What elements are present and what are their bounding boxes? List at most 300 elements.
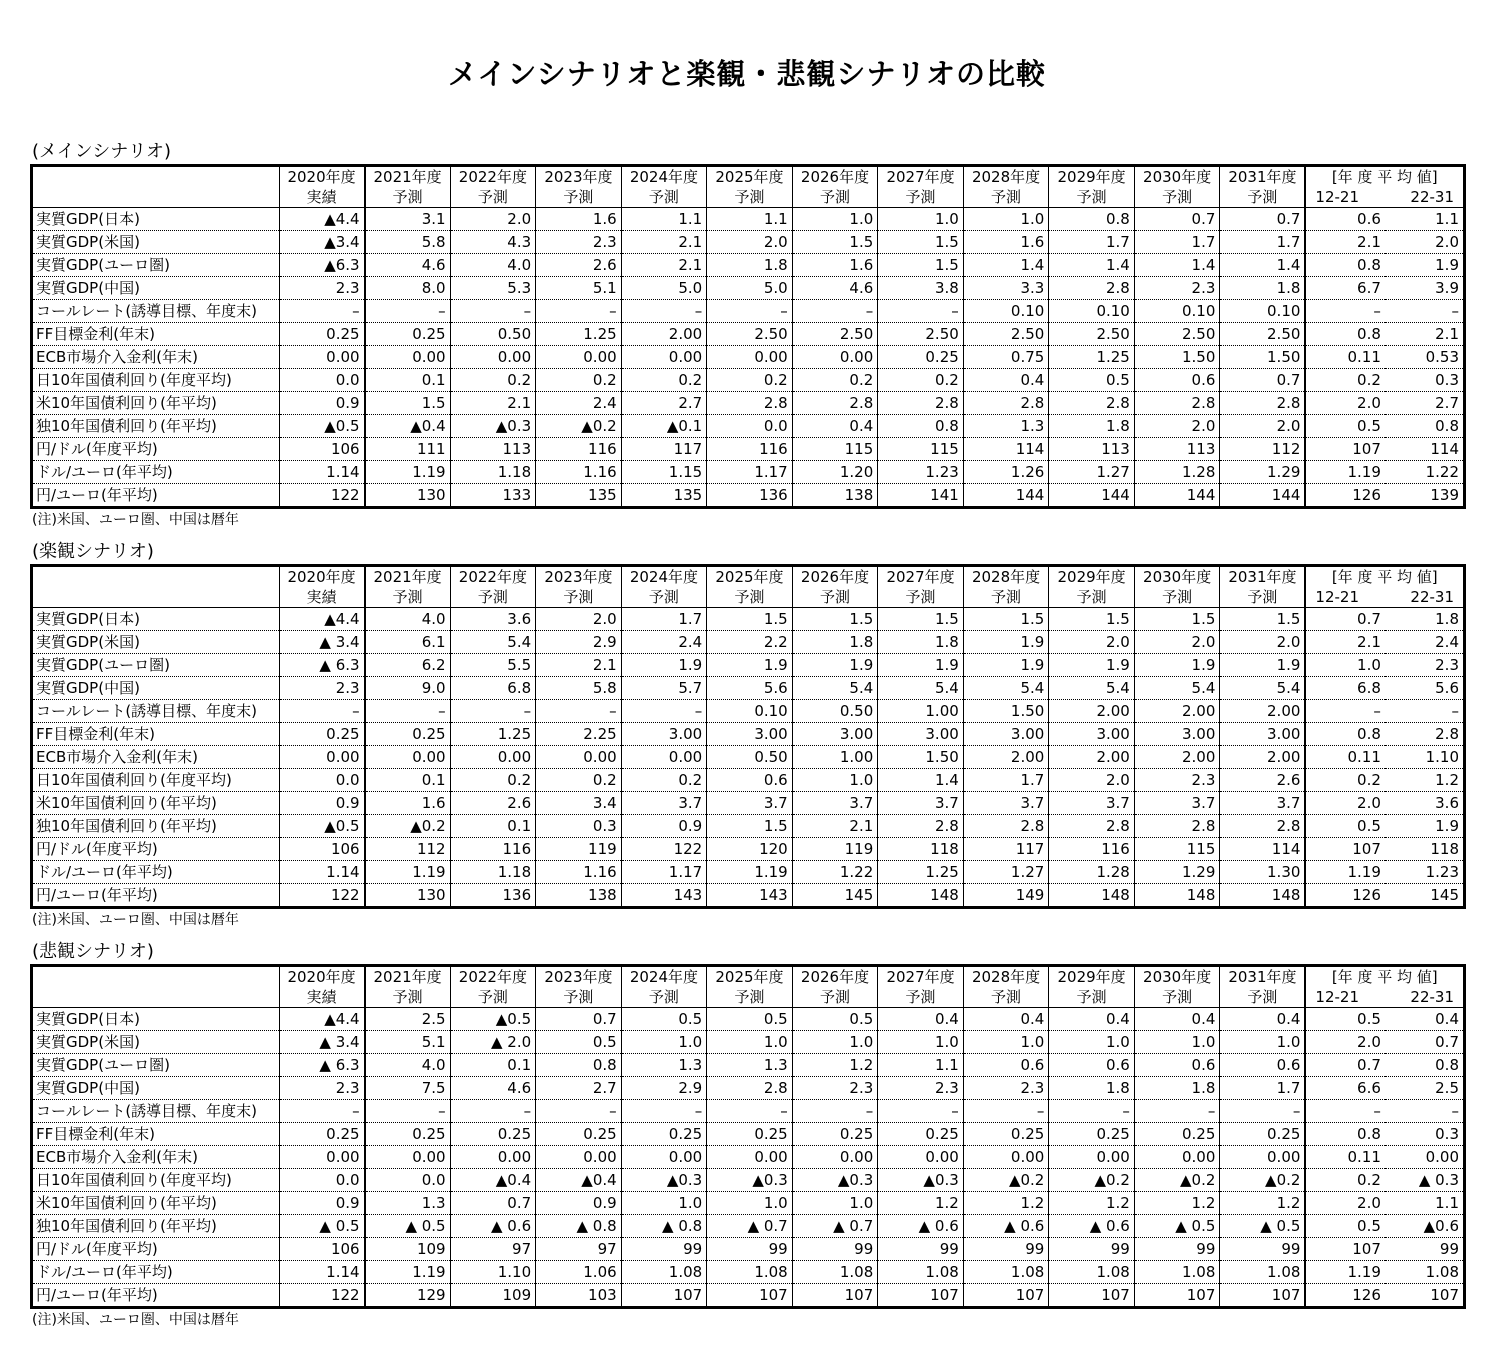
- table-cell: 1.2: [1134, 1192, 1220, 1215]
- table-cell: –: [450, 700, 536, 723]
- table-cell: 0.1: [365, 369, 451, 392]
- table-cell: 107: [1305, 838, 1384, 861]
- table-cell: 0.00: [450, 1146, 536, 1169]
- table-cell: –: [1385, 300, 1465, 323]
- table-cell: ▲ 0.6: [963, 1215, 1049, 1238]
- table-cell: 2.25: [536, 723, 622, 746]
- table-cell: 107: [621, 1284, 707, 1308]
- table-cell: 1.14: [279, 461, 365, 484]
- table-cell: 0.2: [1305, 369, 1384, 392]
- table-cell: 116: [1049, 838, 1135, 861]
- average-period-label: 12-21: [1315, 188, 1360, 206]
- row-label: FF目標金利(年末): [32, 323, 280, 346]
- table-cell: 0.7: [536, 1008, 622, 1031]
- table-cell: 2.50: [963, 323, 1049, 346]
- table-cell: 1.8: [1385, 608, 1465, 631]
- header-year: 2027年度: [878, 966, 964, 988]
- table-cell: 1.6: [365, 792, 451, 815]
- table-cell: –: [621, 700, 707, 723]
- average-period-label: 12-21: [1315, 588, 1360, 606]
- header-sub: 実績: [279, 187, 365, 208]
- table-note: (注)米国、ユーロ圏、中国は暦年: [32, 512, 239, 528]
- table-cell: ▲ 0.5: [1134, 1215, 1220, 1238]
- table-cell: 0.25: [792, 1123, 878, 1146]
- table-cell: 0.00: [963, 1146, 1049, 1169]
- table-cell: 5.4: [450, 631, 536, 654]
- table-cell: –: [450, 300, 536, 323]
- table-cell: 148: [1134, 884, 1220, 908]
- table-cell: ▲0.5: [450, 1008, 536, 1031]
- table-cell: 0.8: [1385, 1054, 1465, 1077]
- table-row: [32, 231, 1465, 254]
- row-label: 実質GDP(日本): [32, 1008, 280, 1031]
- header-sub: 予測: [365, 587, 451, 608]
- table-cell: 143: [621, 884, 707, 908]
- row-label: ドル/ユーロ(年平均): [32, 861, 280, 884]
- table-cell: 1.18: [450, 461, 536, 484]
- table-cell: 107: [878, 1284, 964, 1308]
- table-cell: ▲ 6.3: [279, 1054, 365, 1077]
- table-cell: 1.50: [1134, 346, 1220, 369]
- header-sub: 予測: [1220, 187, 1306, 208]
- table-cell: –: [621, 1100, 707, 1123]
- row-label: 実質GDP(日本): [32, 608, 280, 631]
- table-cell: 126: [1305, 484, 1384, 508]
- table-cell: 0.11: [1305, 1146, 1384, 1169]
- row-label: ドル/ユーロ(年平均): [32, 461, 280, 484]
- table-row: [32, 1215, 1465, 1238]
- table-cell: –: [365, 700, 451, 723]
- table-cell: 0.6: [963, 1054, 1049, 1077]
- table-cell: 1.14: [279, 861, 365, 884]
- table-cell: 1.50: [1220, 346, 1306, 369]
- table-cell: 149: [963, 884, 1049, 908]
- row-label: 円/ユーロ(年平均): [36, 1286, 158, 1304]
- table-cell: 2.8: [878, 392, 964, 415]
- table-cell: 2.50: [1134, 323, 1220, 346]
- table-cell: ▲ 0.7: [707, 1215, 793, 1238]
- header-year: 2029年度: [1049, 966, 1135, 988]
- table-row: [32, 677, 1465, 700]
- table-cell: 106: [279, 838, 365, 861]
- table-cell: 0.0: [707, 415, 793, 438]
- header-year: 2025年度: [707, 166, 793, 188]
- table-cell: 1.20: [792, 461, 878, 484]
- table-row: [32, 700, 1465, 723]
- table-cell: 0.10: [707, 700, 793, 723]
- row-label: 円/ドル(年度平均): [32, 1238, 280, 1261]
- table-cell: ▲ 0.5: [1220, 1215, 1306, 1238]
- table-cell: 0.00: [365, 346, 451, 369]
- header-year: 2020年度: [279, 166, 365, 188]
- table-cell: 3.4: [536, 792, 622, 815]
- table-cell: 2.3: [1385, 654, 1465, 677]
- table-row: [32, 1077, 1465, 1100]
- table-row: [32, 392, 1465, 415]
- table-row: [32, 1123, 1465, 1146]
- table-cell: 115: [878, 438, 964, 461]
- table-cell: 145: [792, 884, 878, 908]
- table-cell: 1.9: [1385, 815, 1465, 838]
- table-cell: 1.5: [792, 608, 878, 631]
- table-cell: 1.8: [707, 254, 793, 277]
- table-cell: 1.23: [1385, 861, 1465, 884]
- table-cell: 1.5: [1220, 608, 1306, 631]
- row-label: FF目標金利(年末): [32, 1123, 280, 1146]
- table-cell: 0.0: [279, 769, 365, 792]
- table-cell: 3.00: [1049, 723, 1135, 746]
- table-cell: 0.11: [1305, 346, 1384, 369]
- table-cell: 1.9: [792, 654, 878, 677]
- table-cell: –: [792, 1100, 878, 1123]
- header-average-periods: [1305, 987, 1464, 1008]
- table-cell: 0.6: [1220, 1054, 1306, 1077]
- table-cell: 6.8: [1305, 677, 1384, 700]
- header-sub: 予測: [1134, 187, 1220, 208]
- table-cell: 0.7: [1220, 369, 1306, 392]
- table-row: [32, 461, 1465, 484]
- table-cell: 2.1: [1305, 631, 1384, 654]
- table-cell: 0.00: [792, 1146, 878, 1169]
- table-cell: 1.27: [963, 861, 1049, 884]
- table-cell: 126: [1305, 884, 1384, 908]
- table-cell: 130: [365, 884, 451, 908]
- table-cell: 2.0: [1049, 631, 1135, 654]
- table-cell: 99: [1134, 1238, 1220, 1261]
- table-cell: 118: [878, 838, 964, 861]
- table-cell: ▲ 0.6: [450, 1215, 536, 1238]
- header-year: 2024年度: [621, 966, 707, 988]
- table-row: [32, 277, 1465, 300]
- table-cell: 112: [1220, 438, 1306, 461]
- table-cell: 1.08: [1134, 1261, 1220, 1284]
- forecast-table: [30, 564, 1466, 909]
- table-cell: 1.0: [707, 1031, 793, 1054]
- table-cell: 122: [279, 884, 365, 908]
- table-cell: 0.25: [1220, 1123, 1306, 1146]
- table-cell: 0.9: [279, 1192, 365, 1215]
- table-cell: 2.3: [1134, 277, 1220, 300]
- header-row-years: [32, 966, 1465, 988]
- table-cell: 5.6: [707, 677, 793, 700]
- table-cell: 1.5: [707, 608, 793, 631]
- table-cell: 3.7: [878, 792, 964, 815]
- table-row: [32, 861, 1465, 884]
- table-cell: 1.7: [1220, 231, 1306, 254]
- table-cell: 99: [792, 1238, 878, 1261]
- table-cell: 106: [279, 1238, 365, 1261]
- table-cell: 0.0: [365, 1169, 451, 1192]
- table-cell: 1.00: [878, 700, 964, 723]
- table-cell: 2.1: [621, 254, 707, 277]
- table-cell: 1.19: [1305, 861, 1384, 884]
- table-cell: 1.8: [792, 631, 878, 654]
- table-cell: 2.6: [450, 792, 536, 815]
- table-cell: 2.00: [963, 746, 1049, 769]
- table-cell: 0.5: [621, 1008, 707, 1031]
- table-cell: 5.0: [621, 277, 707, 300]
- table-row: [32, 438, 1465, 461]
- table-cell: 0.4: [963, 369, 1049, 392]
- table-cell: ▲0.6: [1385, 1215, 1465, 1238]
- header-sub: 予測: [963, 187, 1049, 208]
- table-cell: 99: [963, 1238, 1049, 1261]
- row-label: 独10年国債利回り(年平均): [32, 815, 280, 838]
- table-cell: 2.00: [1134, 746, 1220, 769]
- table-cell: 116: [450, 838, 536, 861]
- table-cell: 3.00: [792, 723, 878, 746]
- header-row-years: [32, 566, 1465, 588]
- table-cell: ▲0.2: [1220, 1169, 1306, 1192]
- forecast-table: [30, 964, 1466, 1309]
- table-cell: 0.8: [1305, 723, 1384, 746]
- table-cell: ▲0.4: [450, 1169, 536, 1192]
- table-cell: 2.1: [536, 654, 622, 677]
- header-year: 2025年度: [707, 966, 793, 988]
- table-cell: –: [279, 1100, 365, 1123]
- table-cell: 3.00: [963, 723, 1049, 746]
- table-cell: 1.16: [536, 861, 622, 884]
- table-cell: 112: [365, 838, 451, 861]
- table-cell: 1.0: [792, 1192, 878, 1215]
- table-cell: ▲ 0.8: [621, 1215, 707, 1238]
- table-cell: ▲4.4: [279, 1008, 365, 1031]
- header-sub: 予測: [1220, 987, 1306, 1008]
- table-cell: 0.4: [1385, 1008, 1465, 1031]
- table-cell: ▲0.2: [963, 1169, 1049, 1192]
- table-cell: 0.25: [536, 1123, 622, 1146]
- table-row: [32, 1031, 1465, 1054]
- table-row: [32, 769, 1465, 792]
- table-cell: 0.7: [1134, 208, 1220, 231]
- table-cell: 2.3: [279, 277, 365, 300]
- table-cell: 126: [1305, 1284, 1384, 1308]
- table-cell: 0.25: [279, 723, 365, 746]
- table-cell: 0.5: [536, 1031, 622, 1054]
- row-label: コールレート(誘導目標、年度末): [32, 700, 280, 723]
- table-cell: 1.1: [621, 208, 707, 231]
- table-cell: 114: [1220, 838, 1306, 861]
- table-cell: 0.9: [279, 392, 365, 415]
- header-year: 2020年度: [279, 566, 365, 588]
- table-cell: 0.4: [792, 415, 878, 438]
- header-year: 2030年度: [1134, 966, 1220, 988]
- table-cell: 0.6: [1134, 369, 1220, 392]
- table-cell: ▲6.3: [279, 254, 365, 277]
- table-cell: 1.22: [792, 861, 878, 884]
- table-cell: 0.5: [1305, 415, 1384, 438]
- table-cell: 6.8: [450, 677, 536, 700]
- row-label: ECB市場介入金利(年末): [32, 1146, 280, 1169]
- average-period-label: 22-31: [1410, 588, 1454, 606]
- table-cell: 1.10: [450, 1261, 536, 1284]
- table-note: (注)米国、ユーロ圏、中国は暦年: [32, 1312, 239, 1328]
- row-label: 実質GDP(米国): [32, 631, 280, 654]
- table-cell: 2.7: [621, 392, 707, 415]
- table-cell: 1.8: [878, 631, 964, 654]
- table-cell: –: [707, 300, 793, 323]
- table-cell: 3.9: [1385, 277, 1465, 300]
- table-cell: 0.00: [450, 346, 536, 369]
- header-corner: [32, 187, 280, 208]
- header-sub: 実績: [279, 587, 365, 608]
- table-cell: 1.8: [1049, 1077, 1135, 1100]
- table-cell: 4.0: [365, 1054, 451, 1077]
- table-cell: 1.27: [1049, 461, 1135, 484]
- table-cell: 1.30: [1220, 861, 1306, 884]
- table-cell: –: [1134, 1100, 1220, 1123]
- table-cell: 148: [878, 884, 964, 908]
- table-cell: 4.3: [450, 231, 536, 254]
- table-cell: 0.25: [279, 1123, 365, 1146]
- table-cell: 0.3: [536, 815, 622, 838]
- table-cell: 3.7: [621, 792, 707, 815]
- header-year: 2023年度: [536, 566, 622, 588]
- header-sub: 予測: [621, 987, 707, 1008]
- table-row: [32, 746, 1465, 769]
- table-cell: 2.8: [1385, 723, 1465, 746]
- table-cell: 1.08: [1049, 1261, 1135, 1284]
- header-sub: 予測: [1049, 587, 1135, 608]
- table-cell: 2.4: [536, 392, 622, 415]
- table-cell: 109: [365, 1238, 451, 1261]
- table-cell: 107: [963, 1284, 1049, 1308]
- table-cell: 2.8: [1134, 392, 1220, 415]
- header-sub: 予測: [963, 987, 1049, 1008]
- row-label: 実質GDP(ユーロ圏): [32, 1054, 280, 1077]
- header-year: 2021年度: [365, 166, 451, 188]
- table-cell: 114: [1385, 438, 1465, 461]
- table-cell: 107: [1430, 1286, 1459, 1304]
- row-label: ECB市場介入金利(年末): [32, 746, 280, 769]
- header-sub: 予測: [450, 187, 536, 208]
- table-row: [32, 1261, 1465, 1284]
- table-cell: 1.4: [1049, 254, 1135, 277]
- header-corner: [32, 566, 280, 588]
- table-cell: 0.00: [279, 746, 365, 769]
- table-cell: 3.7: [1220, 792, 1306, 815]
- header-average-periods: [1305, 587, 1464, 608]
- table-cell: 2.8: [792, 392, 878, 415]
- table-cell: ▲ 0.8: [536, 1215, 622, 1238]
- header-corner: [32, 987, 280, 1008]
- header-corner: [32, 587, 280, 608]
- table-cell: 1.50: [963, 700, 1049, 723]
- table-cell: 1.17: [707, 461, 793, 484]
- table-row: [32, 654, 1465, 677]
- table-cell: 138: [792, 484, 878, 508]
- table-cell: 1.0: [878, 1031, 964, 1054]
- table-cell: 0.25: [878, 346, 964, 369]
- header-year: 2020年度: [279, 966, 365, 988]
- table-row: [32, 884, 1465, 908]
- header-year: 2023年度: [536, 966, 622, 988]
- table-cell: 2.1: [1385, 323, 1465, 346]
- table-row: [32, 1100, 1465, 1123]
- table-cell: –: [279, 700, 365, 723]
- table-cell: 1.4: [878, 769, 964, 792]
- table-cell: ▲0.3: [878, 1169, 964, 1192]
- table-cell: 1.19: [365, 1261, 451, 1284]
- header-average: [年 度 平 均 値]: [1305, 166, 1464, 188]
- table-cell: 130: [365, 484, 451, 508]
- header-year: 2022年度: [450, 566, 536, 588]
- header-year: 2023年度: [536, 166, 622, 188]
- header-row-sub: [32, 187, 1465, 208]
- header-sub: 予測: [1134, 587, 1220, 608]
- table-cell: 0.2: [707, 369, 793, 392]
- header-average: [年 度 平 均 値]: [1305, 966, 1464, 988]
- table-cell: 0.00: [365, 746, 451, 769]
- table-cell: 1.23: [878, 461, 964, 484]
- table-cell: 0.00: [621, 746, 707, 769]
- table-cell: 1.8: [1049, 415, 1135, 438]
- header-sub: 予測: [878, 987, 964, 1008]
- table-cell: 1.0: [1049, 1031, 1135, 1054]
- table-cell: 1.25: [878, 861, 964, 884]
- table-cell: 2.9: [621, 1077, 707, 1100]
- table-cell: 2.0: [1305, 1192, 1384, 1215]
- table-cell: 0.2: [621, 769, 707, 792]
- table-cell: 5.8: [536, 677, 622, 700]
- header-sub: 予測: [792, 187, 878, 208]
- table-cell: 0.25: [450, 1123, 536, 1146]
- table-cell: 144: [1134, 484, 1220, 508]
- table-cell: 1.15: [621, 461, 707, 484]
- table-cell: 0.3: [1385, 1123, 1465, 1146]
- table-cell: 3.6: [1385, 792, 1465, 815]
- table-cell: 0.25: [707, 1123, 793, 1146]
- table-cell: 1.6: [536, 208, 622, 231]
- table-row: [32, 254, 1465, 277]
- header-year: 2028年度: [963, 166, 1049, 188]
- table-cell: 122: [621, 838, 707, 861]
- table-cell: –: [1385, 1100, 1465, 1123]
- table-cell: 2.0: [1049, 769, 1135, 792]
- header-sub: 予測: [536, 187, 622, 208]
- table-cell: 1.9: [963, 631, 1049, 654]
- table-cell: 0.9: [621, 815, 707, 838]
- table-cell: 144: [1220, 484, 1306, 508]
- row-label: FF目標金利(年末): [32, 723, 280, 746]
- table-cell: 2.8: [1220, 392, 1306, 415]
- table-cell: ▲0.3: [621, 1169, 707, 1192]
- table-row: [32, 484, 1465, 508]
- table-cell: 3.7: [963, 792, 1049, 815]
- table-row: [32, 1146, 1465, 1169]
- table-cell: 0.75: [963, 346, 1049, 369]
- table-cell: 1.19: [707, 861, 793, 884]
- table-cell: 0.2: [450, 769, 536, 792]
- table-cell: 1.3: [621, 1054, 707, 1077]
- table-cell: 1.2: [1049, 1192, 1135, 1215]
- header-sub: 予測: [707, 587, 793, 608]
- table-cell: 1.5: [365, 392, 451, 415]
- table-cell: 97: [450, 1238, 536, 1261]
- table-cell: 2.50: [707, 323, 793, 346]
- table-cell: 1.0: [963, 208, 1049, 231]
- table-cell: 1.9: [963, 654, 1049, 677]
- table-cell: 1.7: [1220, 1077, 1306, 1100]
- table-cell: 1.08: [1385, 1261, 1465, 1284]
- table-cell: 2.0: [1134, 631, 1220, 654]
- table-cell: 5.4: [792, 677, 878, 700]
- table-cell: 0.25: [365, 323, 451, 346]
- table-cell: 0.5: [707, 1008, 793, 1031]
- table-cell: 1.29: [1220, 461, 1306, 484]
- table-cell: 2.00: [1049, 746, 1135, 769]
- table-cell: 6.2: [365, 654, 451, 677]
